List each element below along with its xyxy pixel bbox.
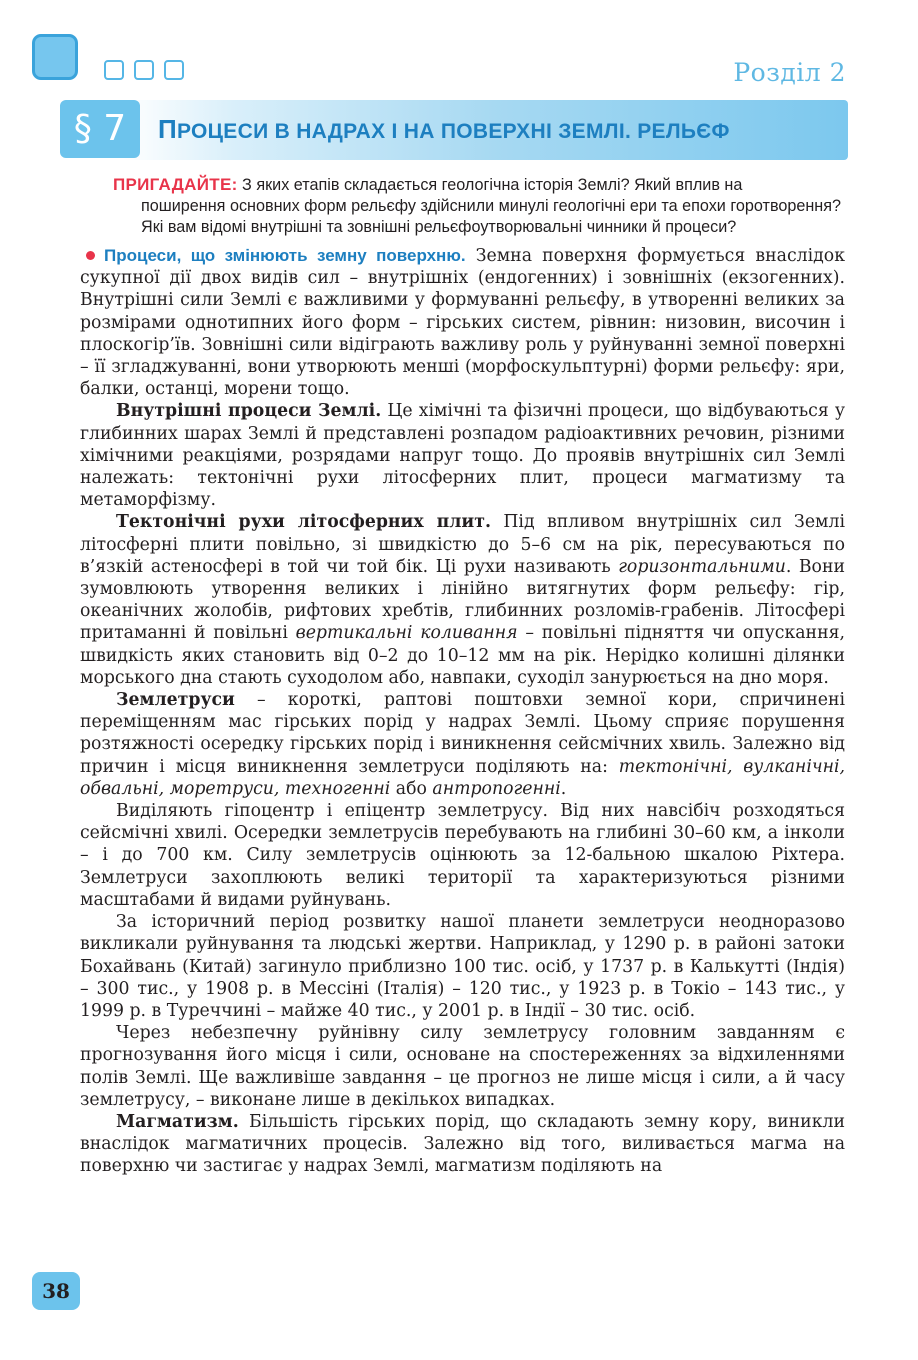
paragraph-number-badge: § 7 — [60, 100, 140, 158]
paragraph-3-lead: Тектонічні рухи літосферних плит. — [116, 512, 491, 533]
corner-decoration-square-1 — [104, 60, 124, 80]
paragraph-3-text-b: . Вони зумовлюють утворення великих і лінійно витягнутих форм рельєфу: гір, океанічних жолобів, рифтових хребтів, глибинних розломів-грабенів. Літосфері притаманні й повільні — [80, 556, 845, 644]
page-number: 38 — [32, 1272, 80, 1310]
recall-line-1: З яких етапів складається геологічна історія Землі? Який вплив на — [242, 176, 743, 194]
paragraph-3 — [80, 511, 845, 689]
paragraph-2-lead: Внутрішні процеси Землі. — [116, 401, 382, 422]
paragraph-8-text: Більшість гірських порід, що складають земну кору, виникли внаслідок магматичних процесів. Залежно від того, виливається магма на поверхню чи застигає у надрах Землі, магматизм поділяють на — [80, 1111, 845, 1177]
paragraph-4-lead: Землетруси — [116, 690, 235, 711]
paragraph-3-italic-b: вертикальні коливання — [295, 623, 518, 644]
paragraph-3-italic-a: горизонтальними — [618, 556, 786, 577]
paragraph-1-lead: Процеси, що змінюють земну поверхню. — [104, 246, 466, 265]
paragraph-8-lead: Магматизм. — [116, 1111, 239, 1132]
corner-decoration-square-3 — [164, 60, 184, 80]
paragraph-4-italic-a: тектонічні, вулканічні, обвальні, моретруси, техногенні — [80, 756, 845, 799]
paragraph-4 — [80, 689, 845, 800]
corner-decoration-large — [32, 34, 78, 80]
paragraph-8 — [80, 1111, 845, 1178]
recall-label: ПРИГАДАЙТЕ: — [113, 175, 238, 194]
paragraph-2-text: Це хімічні та фізичні процеси, що відбуваються у глибинних шарах Землі й представлені розпадом радіоактивних речовин, різними хімічними реакціями, розрядами напруг тощо. До проявів внутрішніх сил Землі належать: тектонічні рухи літосферних плит, процеси магматизму та метаморфізму. — [80, 401, 845, 511]
recall-box — [113, 174, 853, 238]
paragraph-2 — [80, 400, 845, 511]
paragraph-4-text: – короткі, раптові поштовхи земної кори, спричинені переміщенням мас гірських порід у надрах Землі. Цьому сприяє порушення розтяжності осередку гірських порід і виникнення сейсмічних хвиль. Залежно від причин і місця виникнення землетруси поділяють на: — [80, 690, 845, 777]
paragraph-3-text-a: Під впливом внутрішніх сил Землі літосферні плити повільно, зі швидкістю до 5–6 см на рік, пересуваються по в’язкій астеносфері в той чи той бік. Ці рухи називають — [80, 512, 846, 577]
paragraph-4-italic-b: антропогенні — [432, 778, 561, 799]
section-label: Розділ 2 — [733, 58, 846, 87]
paragraph-6: За історичний період розвитку нашої планети землетруси неодноразово викликали руйнування та людські жертви. Наприклад, у 1290 р. в районі затоки Бохайвань (Китай) загинуло приблизно 100 тис. осіб, у 1737 р. в Калькутті (Індія) – 300 тис., у 1908 р. в Мессіні (Італія) – 120 тис., у 1923 р. в Токіо – 143 тис., у 1999 р. в Туреччині – майже 40 тис., у 2001 р. в Індії – 30 тис. осіб. — [80, 912, 845, 1021]
title-first-letter: П — [158, 114, 177, 144]
bullet-icon — [86, 251, 95, 260]
main-text — [80, 245, 845, 1178]
paragraph-1 — [80, 245, 845, 400]
recall-continuation: поширення основних форм рельєфу здійснили минулі геологічні ери та епохи горотворення? Які вам відомі внутрішні та зовнішні рельєфоутворювальні чинники й процеси? — [141, 197, 842, 236]
paragraph-4-mid: або — [390, 778, 433, 799]
page-title — [158, 114, 730, 145]
paragraph-1-text: Земна поверхня формується внаслідок сукупної дії двох видів сил – внутрішніх (ендогенних) і зовнішніх (екзогенних). Внутрішні сили Землі є важливими у формуванні рельєфу, в утворенні великих за розмірами однотипних його форм – гірських систем, рівнин: низовин, височин і плоскогір’їв. Зовнішні сили відіграють важливу роль у руйнуванні земної поверхні – її згладжуванні, вони утворюють менші (морфоскульптурні) форми рельєфу: яри, балки, останці, морени тощо. — [80, 246, 846, 400]
corner-decoration-square-2 — [134, 60, 154, 80]
paragraph-5: Виділяють гіпоцентр і епіцентр землетрусу. Від них навсібіч розходяться сейсмічні хвилі. Осередки землетрусів перебувають на глибині 30–60 км, а інколи – і до 700 км. Силу землетрусів оцінюють за 12-бальною шкалою Ріхтера. Землетруси захоплюють великі території та характеризуються різними масштабами й видами руйнувань. — [80, 801, 845, 910]
paragraph-3-text-c: – повільні підняття чи опускання, швидкість яких становить від 0–2 до 10–12 мм на рік. Нерідко колишні ділянки морського дна стають суходолом або, навпаки, суходіл занурюється на дно моря. — [80, 623, 845, 688]
paragraph-7: Через небезпечну руйнівну силу землетрусу головним завданням є прогнозування його місця і сили, основане на спостереженнях за відхиленнями полів Землі. Ще важливіше завдання – це прогноз не лише місця і сили, а й часу землетрусу, – виконане лише в декількох випадках. — [80, 1023, 845, 1110]
title-rest: РОЦЕСИ В НАДРАХ І НА ПОВЕРХНІ ЗЕМЛІ. РЕЛЬЄФ — [177, 120, 730, 143]
paragraph-4-end: . — [560, 778, 567, 799]
